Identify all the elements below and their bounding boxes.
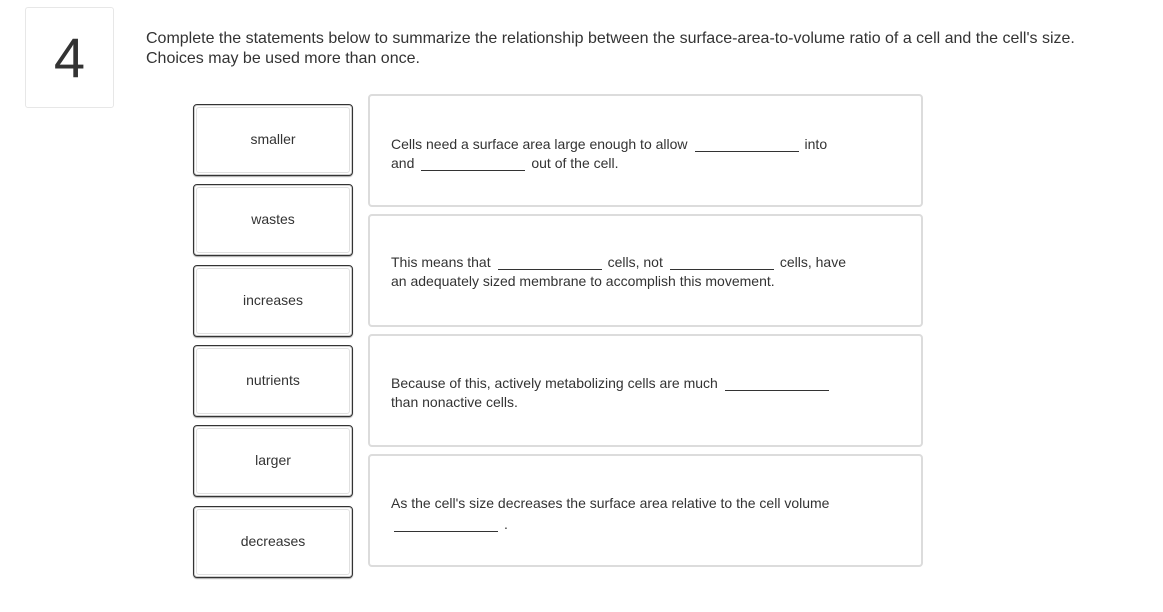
choice-nutrients[interactable] xyxy=(193,345,353,417)
instruction-line-1: Complete the statements below to summarize the relationship between the surface-area-to-volume ratio of a cell and the cell's size. xyxy=(146,30,1075,47)
blank-5[interactable] xyxy=(725,376,829,391)
statement-1-line-2 xyxy=(391,154,911,173)
statement-box-3 xyxy=(368,334,923,447)
blank-3[interactable] xyxy=(498,255,602,270)
statement-text: Cells need a surface area large enough to allow xyxy=(391,136,688,152)
instruction-line-2: Choices may be used more than once. xyxy=(146,50,420,67)
blank-4[interactable] xyxy=(670,255,774,270)
question-instructions xyxy=(146,29,1161,69)
choice-larger[interactable] xyxy=(193,425,353,497)
choice-increases[interactable] xyxy=(193,265,353,337)
choice-smaller[interactable] xyxy=(193,104,353,176)
statement-3-line-2: than nonactive cells. xyxy=(391,394,518,410)
choice-label: increases xyxy=(243,292,303,308)
choice-decreases[interactable] xyxy=(193,506,353,578)
statement-text: . xyxy=(504,516,508,532)
statement-4-text xyxy=(391,494,911,534)
blank-1[interactable] xyxy=(695,137,799,152)
question-number: 4 xyxy=(25,7,114,108)
statement-text: Because of this, actively metabolizing cells are much xyxy=(391,375,718,391)
choice-label: larger xyxy=(255,452,291,468)
statement-2-line-1 xyxy=(391,253,911,272)
blank-2[interactable] xyxy=(421,156,525,171)
statement-box-2 xyxy=(368,214,923,327)
statement-4-line-1: As the cell's size decreases the surface area relative to the cell volume xyxy=(391,495,830,511)
statement-text: and xyxy=(391,155,415,171)
statement-text: cells, have xyxy=(779,254,847,270)
statement-2-text xyxy=(391,253,911,291)
statement-3-line-1 xyxy=(391,374,911,393)
choice-label: wastes xyxy=(251,211,295,227)
statement-1-line-1 xyxy=(391,135,911,154)
statement-text: cells, not xyxy=(607,254,663,270)
choice-label: decreases xyxy=(240,533,306,549)
statement-box-1 xyxy=(368,94,923,207)
statement-box-4 xyxy=(368,454,923,567)
blank-6[interactable] xyxy=(394,517,498,532)
statement-1-text xyxy=(391,135,911,173)
choice-label: smaller xyxy=(250,131,296,147)
choice-wastes[interactable] xyxy=(193,184,353,256)
statement-text: This means that xyxy=(391,254,491,270)
choice-label: nutrients xyxy=(246,372,300,388)
statement-text: out of the cell. xyxy=(531,155,619,171)
statement-text: into xyxy=(804,136,828,152)
statement-2-line-2: an adequately sized membrane to accomplish this movement. xyxy=(391,273,775,289)
statement-3-text xyxy=(391,374,911,412)
statement-4-line-2 xyxy=(391,515,911,534)
